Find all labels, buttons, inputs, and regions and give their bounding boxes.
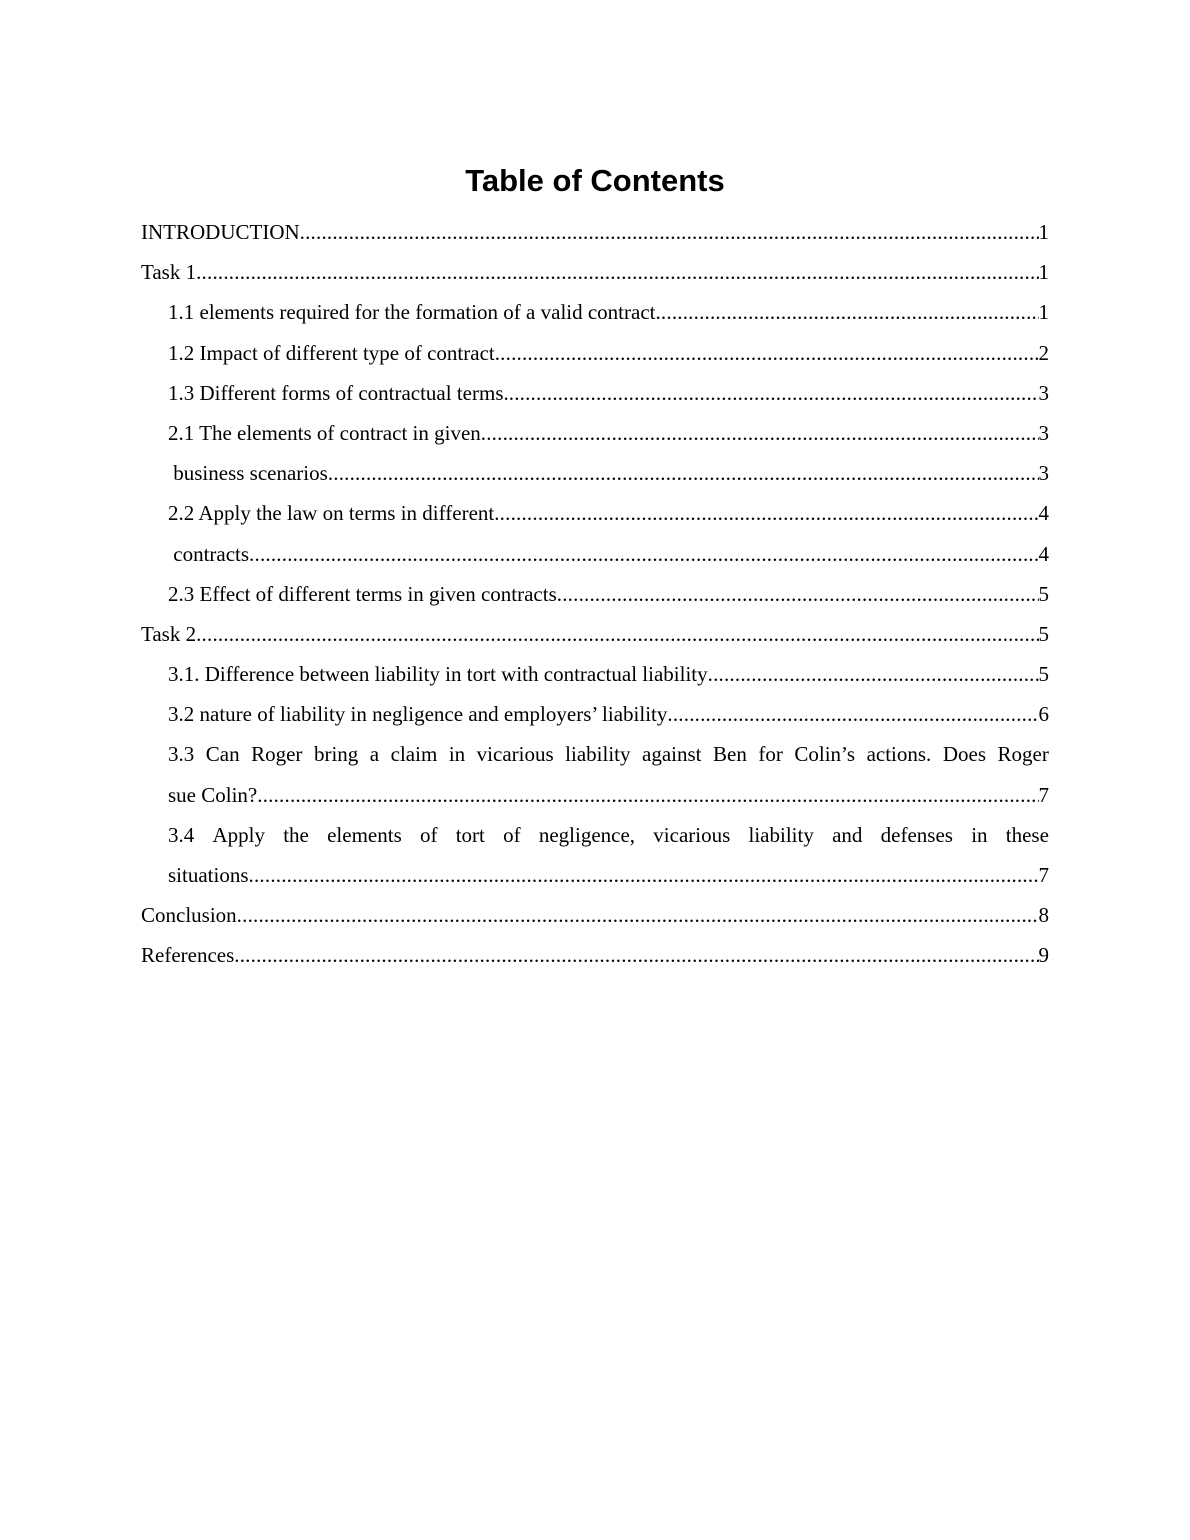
toc-entry-label: References [141,943,235,968]
toc-entry-label: 2.2 Apply the law on terms in different [168,501,495,526]
toc-entry-label: Task 2 [141,621,197,646]
toc-word: liability [748,822,814,847]
toc-word: negligence, [538,822,636,847]
toc-word: 3.3 [168,742,195,767]
toc-word: in [448,742,466,767]
toc-entry-first-line [141,815,1049,855]
toc-word: liability [565,742,631,767]
toc-word: of [503,822,521,847]
toc-word: actions. [866,742,932,767]
toc-page-number: 7 [1038,863,1049,887]
toc-word: the [283,822,309,847]
toc-page-number: 6 [1038,702,1049,727]
toc-page-number: 3 [1038,420,1049,445]
toc-entry-business-scenarios[interactable] [141,453,1049,493]
toc-entry-2-3[interactable] [141,574,1049,614]
toc-page-number: 7 [1038,782,1049,807]
dot-leader [300,212,1039,252]
toc-entry-task-2[interactable] [141,614,1049,654]
toc-word: tort [455,822,485,847]
toc-word: Can [205,742,240,767]
toc-word: Does [942,742,986,767]
toc-word: bring [313,742,359,767]
toc-entry-label: 1.2 Impact of different type of contract [168,340,495,365]
toc-word: vicarious [653,822,731,847]
toc-word: 3.4 [168,822,195,847]
dot-leader [196,252,1038,292]
dot-leader [196,614,1038,654]
toc-entry-label: 2.1 The elements of contract in given [168,420,481,445]
dot-leader [708,654,1039,694]
toc-entry-references[interactable] [141,935,1049,975]
dot-leader [495,333,1039,373]
toc-word: elements [327,822,402,847]
dot-leader [249,855,1039,895]
dot-leader [481,413,1039,453]
toc-page-number: 8 [1038,903,1049,928]
toc-word: vicarious [476,742,554,767]
toc-word: and [832,822,863,847]
toc-entry-2-2[interactable] [141,493,1049,533]
toc-entry-label: Task 1 [141,260,197,285]
toc-page-number: 4 [1038,501,1049,526]
toc-entry-second-line [141,775,1049,815]
toc-page-number: 5 [1038,581,1049,606]
toc-entry-label: 1.1 elements required for the formation of a valid contract [168,300,656,325]
toc-page-number: 3 [1038,461,1049,486]
toc-page-number: 3 [1038,380,1049,405]
toc-word: Colin’s [794,742,856,767]
toc-word: in [971,822,988,847]
toc-word: Ben [713,742,747,767]
toc-entry-justified-text [168,734,1049,774]
toc-page-number: 1 [1038,220,1049,244]
toc-page-number: 1 [1038,300,1049,325]
toc-entry-label: 3.2 nature of liability in negligence and employers’ liability [168,702,668,727]
toc-word: claim [390,742,438,767]
toc-entry-3-3[interactable] [141,734,1049,814]
toc-word: for [758,742,783,767]
toc-word: Roger [251,742,303,767]
toc-entry-label: INTRODUCTION [141,220,300,244]
table-of-contents [141,212,1049,976]
toc-word: these [1005,822,1049,847]
toc-word: defenses [880,822,953,847]
toc-page-number: 4 [1038,541,1049,566]
toc-entry-introduction[interactable] [141,212,1049,252]
toc-entry-1-1[interactable] [141,292,1049,332]
dot-leader [257,775,1038,815]
dot-leader [237,895,1039,935]
dot-leader [655,292,1038,332]
dot-leader [249,534,1038,574]
toc-word: against [642,742,702,767]
toc-page-number: 5 [1038,662,1049,687]
dot-leader [667,694,1038,734]
toc-entry-label: situations [168,863,249,887]
toc-entry-2-1[interactable] [141,413,1049,453]
toc-page-number: 2 [1038,340,1049,365]
dot-leader [494,493,1038,533]
toc-entry-first-line [141,734,1049,774]
dot-leader [328,453,1039,493]
toc-entry-label: 2.3 Effect of different terms in given contracts [168,581,557,606]
toc-entry-contracts[interactable] [141,534,1049,574]
toc-entry-label: business scenarios [168,461,328,486]
dot-leader [557,574,1039,614]
toc-entry-conclusion[interactable] [141,895,1049,935]
toc-entry-1-2[interactable] [141,333,1049,373]
dot-leader [509,373,1039,413]
toc-entry-label: Conclusion [141,903,237,928]
toc-word: of [419,822,438,847]
toc-entry-label: 1.3 Different forms of contractual terms. [168,380,509,405]
page-title: Table of Contents [465,163,725,198]
toc-entry-1-3[interactable] [141,373,1049,413]
toc-entry-label: contracts [168,541,250,566]
toc-word: Apply [212,822,265,847]
toc-page-number: 5 [1038,621,1049,646]
toc-word: Roger [997,742,1049,767]
toc-entry-second-line [141,855,1049,895]
toc-page-number: 1 [1038,260,1049,285]
toc-entry-label: 3.1. Difference between liability in tort with contractual liability [168,662,708,687]
toc-word: a [369,742,380,767]
toc-entry-task-1[interactable] [141,252,1049,292]
toc-entry-3-1[interactable] [141,654,1049,694]
toc-entry-3-2[interactable] [141,694,1049,734]
toc-entry-justified-text [168,815,1049,855]
toc-page-number: 9 [1038,943,1049,968]
toc-entry-label: sue Colin? [168,782,258,807]
dot-leader [234,935,1038,975]
toc-entry-3-4[interactable] [141,815,1049,895]
